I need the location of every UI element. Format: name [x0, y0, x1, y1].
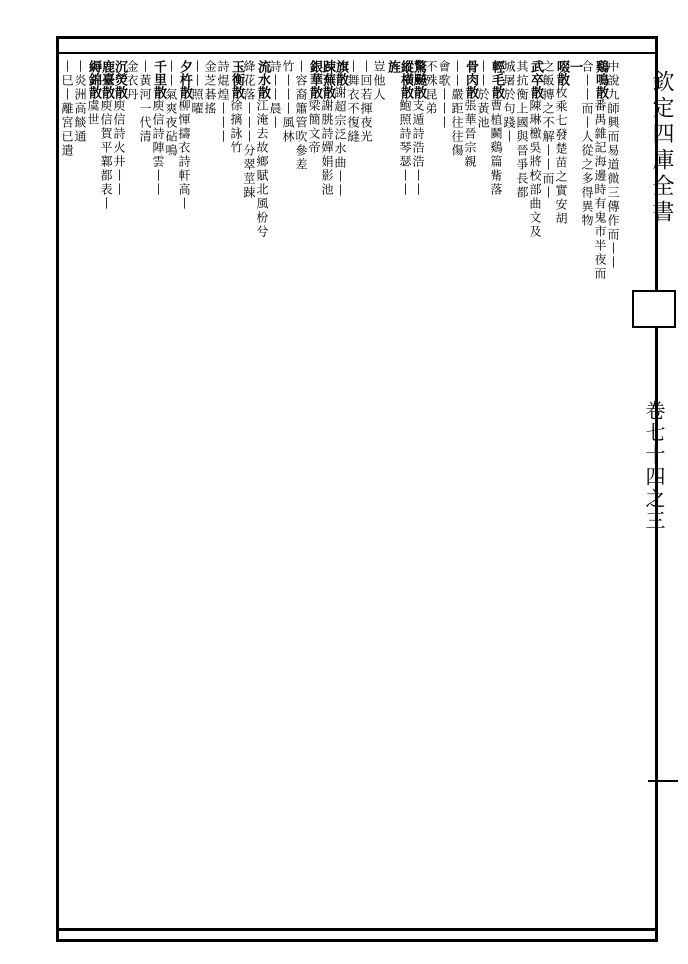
text-column [74, 60, 86, 144]
entry-heading: 夕杵散 [177, 60, 192, 99]
entry-text: 庾信賀平鄴都表丨 [99, 99, 113, 211]
text-column [542, 60, 554, 200]
entry-heading: 流水散 [255, 60, 270, 99]
entry-text: 丨回若揮夜光 [359, 60, 373, 144]
entry-heading: 啜散 [554, 60, 569, 86]
text-column [243, 60, 255, 200]
top-rule [56, 52, 658, 54]
entry-heading: 武卒散 [528, 60, 543, 99]
text-column [399, 60, 412, 197]
text-column [568, 60, 581, 73]
entry-text: 合丨丨而丨人從之多得異物 [580, 60, 594, 228]
entry-text: 庾信詩陣雲丨丨 [151, 99, 165, 197]
text-column [503, 60, 515, 144]
entry-heading: 縱橫散 [398, 60, 413, 99]
text-column [178, 60, 191, 211]
text-column [438, 60, 450, 130]
entry-heading: 銀華散 [307, 60, 322, 99]
text-column [191, 60, 203, 116]
text-column [269, 60, 281, 130]
text-column [555, 60, 568, 226]
text-column [217, 60, 229, 144]
entry-heading: 玉衡散 [229, 60, 244, 99]
entry-text: 不殊昆弟 [424, 60, 438, 116]
text-column [581, 60, 593, 228]
entry-heading: 骨肉散 [463, 60, 478, 99]
text-column [347, 60, 359, 144]
text-column [165, 60, 177, 158]
entry-heading: 旗散 [333, 60, 348, 86]
entry-heading: 旌 [385, 60, 400, 73]
entry-text: 枚乘七發楚苗之實安胡 [554, 86, 568, 226]
entry-text: 竹丨丨丨風林 [281, 60, 295, 144]
entry-text: 丨丨照曜 [190, 60, 204, 116]
entry-text: 其抗衡上國與晉爭長都 [515, 60, 529, 200]
entry-text: 絳花落丨丨丨分翠莖踈 [242, 60, 256, 200]
entry-heading: 驚飇散 [411, 60, 426, 99]
text-column [594, 60, 607, 281]
entry-text: 城屠於句踐丨 [502, 60, 516, 144]
margin-book-title: 欽定四庫全書 [649, 70, 674, 226]
text-column [607, 60, 619, 270]
text-column [464, 60, 477, 169]
entry-text: 丨巳丨離宮已遣 [60, 60, 74, 158]
entry-text: 謝超宗泛水曲丨丨 [333, 86, 347, 198]
text-column [113, 60, 126, 197]
text-column [412, 60, 425, 197]
text-column [61, 60, 73, 158]
entry-text: 之飯摶之不解丨丨而丨 [541, 60, 555, 200]
margin-rule [648, 780, 678, 782]
entry-text: 庾信詩火井丨丨 [112, 99, 126, 197]
entry-text: 丨丨嚴距往往傷 [450, 60, 464, 158]
entry-text: 中說九師興而易道 [606, 60, 620, 172]
entry-heading: 輕毛散 [489, 60, 504, 99]
text-column [282, 60, 294, 144]
text-column [204, 60, 216, 116]
text-column [490, 60, 503, 197]
entry-heading: 縟錦散 [86, 60, 101, 99]
text-column [334, 60, 347, 198]
text-column [152, 60, 165, 197]
text-column [516, 60, 528, 200]
text-column [126, 60, 138, 102]
entry-text: 丨丨氣爽夜砧鳴 [164, 60, 178, 158]
entry-text: 丨容裔簫管吹參差 [294, 60, 308, 172]
entry-text: 丨丨於黃池 [476, 60, 490, 130]
entry-text: 徐摛詠竹 [229, 99, 243, 155]
entry-text: 金衣丹 [125, 60, 139, 102]
entry-text: 江淹去故鄉賦北風枌兮 [255, 99, 269, 239]
text-column [308, 60, 321, 155]
entry-text: 曹植鬬鷄篇觜落 [489, 99, 503, 197]
entry-text: 詩焜煌丨丨丨 [216, 60, 230, 144]
entry-heading: 踈蕪散 [320, 60, 335, 99]
text-column [256, 60, 269, 239]
entry-text: 丨黃河一代清 [138, 60, 152, 144]
entry-text: 丨舞衣不復縫 [346, 60, 360, 144]
text-column [451, 60, 463, 158]
entry-text: 虞世 [86, 99, 100, 127]
entry-text: 金芝碁搖 [203, 60, 217, 116]
text-column [139, 60, 151, 144]
entry-heading: 鷄鳴散 [593, 60, 608, 99]
text-column [386, 60, 399, 73]
entry-text: 丨炎洲高餤通 [73, 60, 87, 144]
entry-heading: 鹿臺散 [99, 60, 114, 99]
entry-text: 張華晉宗親 [463, 99, 477, 169]
entry-text: 鮑照詩琴瑟丨丨 [398, 99, 412, 197]
entry-text: 番禺雜記海邊時有鬼市半夜而 [593, 99, 607, 281]
entry-text: 詩丨丨晨丨 [268, 60, 282, 130]
margin-volume-label: 卷七十四之三 [642, 400, 666, 532]
entry-text: 梁簡文帝 [307, 99, 321, 155]
text-column [529, 60, 542, 239]
entry-heading: 千里散 [151, 60, 166, 99]
entry-text: 會歌丨丨丨 [437, 60, 451, 130]
bottom-rule [56, 928, 658, 931]
text-column [373, 60, 385, 102]
text-column [425, 60, 437, 116]
entry-text: 謝朓詩嬋娟影池 [320, 99, 334, 197]
text-column [295, 60, 307, 172]
text-column [87, 60, 100, 127]
text-column [360, 60, 372, 144]
text-column [230, 60, 243, 155]
entry-text: 柳惲擣衣詩軒高丨 [177, 99, 191, 211]
fold-marker [632, 290, 676, 328]
entry-text: 微三傳作而丨丨 [606, 172, 620, 270]
entry-text: 豈他人 [372, 60, 386, 102]
text-column [100, 60, 113, 211]
entry-heading: 一 [567, 60, 582, 73]
text-column [477, 60, 489, 130]
entry-heading: 沉熒散 [112, 60, 127, 99]
entry-text: 陳琳檄吳將校部曲文及 [528, 99, 542, 239]
text-column [321, 60, 334, 197]
entry-text: 支遁詩浩浩丨丨 [411, 99, 425, 197]
